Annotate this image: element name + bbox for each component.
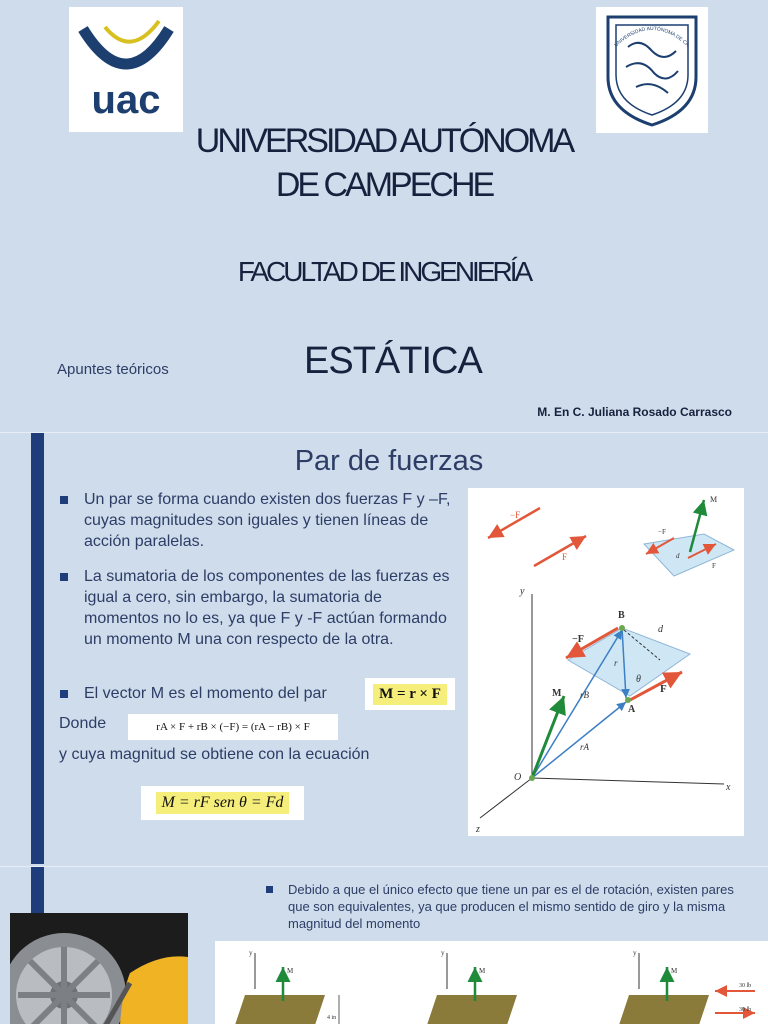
svg-text:M: M (287, 967, 294, 975)
equivalent-couples-slide (0, 866, 768, 1024)
x-axis (532, 778, 724, 784)
svg-text:rB: rB (580, 690, 589, 700)
university-seal (596, 7, 708, 133)
svg-text:F: F (660, 683, 667, 695)
svg-text:4 in: 4 in (327, 1015, 337, 1021)
label-neg-f: −F (510, 510, 521, 520)
svg-text:y: y (633, 949, 637, 957)
svg-text:30 lb: 30 lb (739, 1007, 752, 1013)
svg-text:M: M (671, 967, 678, 975)
bullet-item: Debido a que el único efecto que tiene un par es el de rotación, existen pares que son equivalentes, ya que producen el mismo sentido de giro y la misma magnitud del momento (266, 881, 736, 932)
donde-label: Donde (59, 715, 107, 732)
force-arrow (534, 536, 586, 566)
svg-text:y: y (520, 586, 525, 597)
svg-text:M: M (479, 967, 486, 975)
label-f: F (562, 552, 568, 562)
svg-text:z: z (476, 824, 480, 835)
wheel-wrench-photo (10, 913, 188, 1024)
university-name-line2: DE CAMPECHE (275, 166, 493, 204)
notes-label: Apuntes teóricos (57, 361, 169, 378)
subject-title: ESTÁTICA (304, 340, 482, 382)
uac-logo (69, 7, 183, 132)
svg-text:−F: −F (658, 528, 666, 536)
svg-text:O: O (514, 772, 522, 783)
svg-text:M: M (552, 688, 562, 699)
bullet-square-icon (60, 573, 68, 581)
couple-diagram (468, 488, 744, 836)
svg-text:rA: rA (580, 742, 589, 752)
moment-equation: M = r × F (365, 678, 455, 710)
magnitude-equation: M = rF sen θ = Fd (141, 786, 304, 820)
label-m-small: M (710, 495, 718, 504)
svg-text:r: r (614, 658, 618, 668)
slide-title: Par de fuerzas (294, 445, 484, 477)
magnitude-text: y cuya magnitud se obtiene con la ecuación (59, 746, 370, 763)
title-slide (0, 0, 768, 430)
accent-bar (31, 867, 44, 913)
svg-text:d: d (676, 552, 680, 560)
faculty-name: FACULTAD DE INGENIERÍA (237, 256, 531, 287)
bullet-item: El vector M es el momento del par (60, 683, 360, 704)
equivalent-couples-diagram (215, 941, 768, 1024)
svg-text:y: y (441, 949, 445, 957)
svg-text:30 lb: 30 lb (739, 983, 752, 989)
bullet-square-icon (266, 886, 273, 893)
svg-text:x: x (726, 782, 731, 793)
accent-bar (31, 433, 44, 864)
bullet-square-icon (60, 496, 68, 504)
seal-text: UNIVERSIDAD AUTÓNOMA DE CA (613, 25, 691, 49)
author-name: M. En C. Juliana Rosado Carrasco (537, 405, 732, 419)
z-axis (480, 778, 532, 818)
bullet-item: La sumatoria de los componentes de las fuerzas es igual a cero, sin embargo, la sumatoria de momentos no lo es, ya que F y -F actúan formando un momento M una con respecto de la otra. (60, 566, 455, 650)
svg-text:−F: −F (572, 634, 584, 645)
uac-logo-text: uac (91, 78, 161, 122)
couple-slide (0, 432, 768, 864)
svg-text:A: A (628, 704, 636, 715)
expansion-equation: rA × F + rB × (−F) = (rA − rB) × F (128, 714, 338, 740)
svg-text:θ: θ (636, 674, 641, 685)
bullet-square-icon (60, 690, 68, 698)
university-name-line1: UNIVERSIDAD AUTÓNOMA (195, 122, 573, 160)
svg-text:d: d (658, 624, 663, 635)
couple-plane (568, 628, 690, 696)
svg-text:B: B (618, 610, 625, 621)
svg-text:F: F (712, 562, 716, 570)
bullet-item: Un par se forma cuando existen dos fuerzas F y –F, cuyas magnitudes son iguales y tienen líneas de acción paralelas. (60, 489, 455, 552)
svg-text:y: y (249, 949, 253, 957)
